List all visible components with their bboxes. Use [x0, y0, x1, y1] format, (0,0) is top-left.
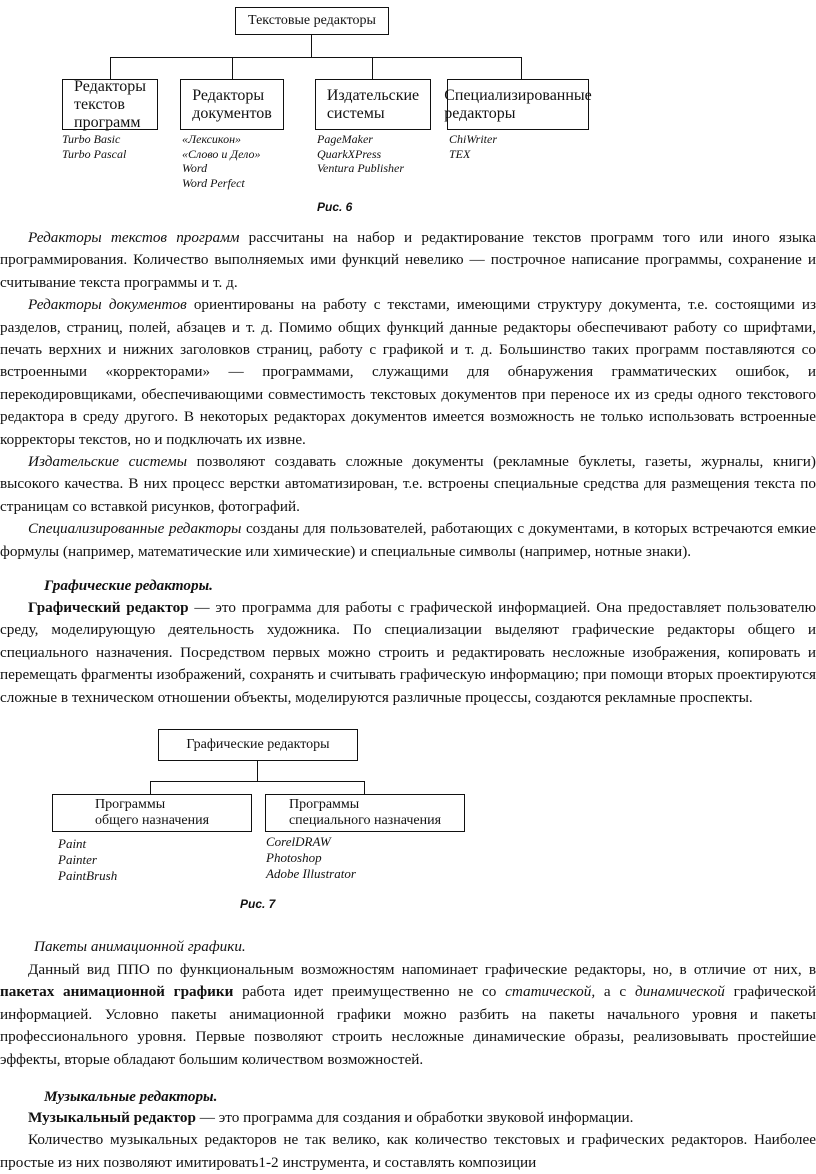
fig6-caption: Рис. 6	[317, 200, 353, 214]
fig7-box-general-purpose	[52, 794, 252, 832]
example-item: Painter	[58, 852, 97, 867]
paragraph-text: — это программа для работы с графической информацией. Она предоставляет пользователю среду, моделирующую деятельность художника. По специализации выделяют графические редакторы общего и специального назначения. Посредством первых можно строить и редактировать несложные изображения, копировать и перемещать фрагменты изображений, сохранять и считывать графическую информацию; при помощи вторых проектируются сложные в техническом отношении объекты, моделируются различные процессы, создаются рекламные проспекты.	[0, 599, 816, 706]
example-item: Word	[182, 161, 208, 175]
example-item: Turbo Pascal	[62, 146, 127, 161]
section-heading-music: Музыкальные редакторы.	[44, 1088, 218, 1105]
section-heading-graphic: Графические редакторы.	[44, 577, 213, 594]
fig6-box-publishing-systems	[315, 79, 431, 130]
fig6-box-label: программ	[74, 113, 141, 131]
term: Редакторы документов	[28, 296, 187, 314]
fig7-root-label: Графические редакторы	[186, 737, 330, 752]
example-item: Adobe Illustrator	[266, 866, 356, 881]
text-editors-section	[0, 227, 816, 563]
fig6-examples-program-editors	[62, 132, 126, 161]
fig6-connector	[372, 57, 373, 80]
example-item: «Слово и Дело»	[182, 146, 261, 161]
fig6-box-label: текстов	[74, 95, 125, 113]
example-item: CorelDRAW	[266, 834, 331, 849]
paragraph-text: ориентированы на работу с текстами, имеющими структуру документа, т.е. состоящими из разделов, страниц, полей, абзацев и т. д. Помимо общих функций данные редакторы обеспечивают работу со шрифтами, печать верхних и нижних заголовков страниц, работу с графикой и т. д. Большинство таких программ поставляются со встроенными «корректорами» — программами, служащими для обнаружения грамматических ошибок, и перекодировщиками, обеспечивающими совместимость текстовых документов при переносе их из среды одного текстового редактора в среду другого. В некоторых редакторах документов имеется возможность не только использовать встроенные корректоры текстов, но и подключать их извне.	[0, 296, 816, 448]
paragraph-text: Данный вид ППО по функциональным возможностям напоминает графические редакторы, но, в отличие от них, в	[28, 961, 816, 978]
paragraph-text: созданы для пользователей, работающих с документами, в которых встречаются емкие формулы (например, математические или химические) и специальные символы (например, нотные знаки).	[0, 520, 816, 560]
animation-section	[0, 959, 816, 1071]
fig6-box-label: документов	[192, 104, 272, 122]
paragraph	[0, 518, 816, 563]
paragraph-text: рассчитаны на набор и редактирование текстов программ того или иного языка программирования. Количество выполняемых ими функций невелико — построчное написание программы, сохранение и считывание текста программы и т. д.	[0, 229, 816, 291]
fig7-caption: Рис. 7	[240, 897, 276, 911]
example-item: PaintBrush	[58, 868, 118, 883]
fig6-box-label: Редакторы	[192, 86, 265, 104]
example-item: PageMaker	[317, 132, 373, 146]
paragraph	[0, 294, 816, 451]
paragraph	[0, 959, 816, 1071]
example-item: QuarkXPress	[317, 146, 382, 161]
paragraph	[0, 1107, 816, 1129]
paragraph	[0, 597, 816, 709]
fig7-connector	[257, 761, 258, 781]
fig6-box-specialized-editors	[444, 79, 592, 130]
fig7-connector	[150, 781, 365, 782]
fig7-box-label: специального назначения	[288, 813, 442, 828]
fig6-connector	[311, 35, 312, 57]
term: Музыкальный редактор	[28, 1109, 196, 1126]
example-item: Turbo Basic	[62, 132, 121, 146]
fig6-connector	[521, 57, 522, 80]
fig7-connector	[364, 781, 365, 795]
fig6-box-label: Специализированные	[444, 86, 592, 104]
music-section	[0, 1107, 816, 1174]
fig6-examples-publishing-systems	[317, 132, 404, 176]
fig7-examples-general	[58, 836, 117, 884]
graphic-section	[0, 597, 816, 709]
fig6-root-box	[235, 7, 389, 35]
term: Графический редактор	[28, 599, 189, 616]
fig6-box-program-editors	[62, 79, 158, 130]
term: динамической	[634, 983, 725, 1001]
term: Издательские системы	[28, 453, 187, 471]
fig7-root-box	[158, 729, 358, 761]
fig7-connector	[150, 781, 151, 795]
term: Специализированные редакторы	[28, 520, 242, 538]
example-item: ChiWriter	[449, 132, 498, 146]
fig7-box-label: Программы	[288, 797, 360, 812]
fig7-box-special-purpose	[265, 794, 465, 832]
example-item: TEX	[449, 146, 471, 161]
fig6-examples-document-editors	[182, 132, 260, 190]
example-item: Paint	[58, 836, 87, 851]
fig6-root-label: Текстовые редакторы	[248, 13, 376, 28]
paragraph-text: графической информацией. Условно пакеты анимационной графики можно разбить на пакеты начального уровня и пакеты профессионального уровня. Первые позволяют строить несложные динамические образы, реализовывать простейшие эффекты, вторые обладают большим количеством возможностей.	[0, 983, 816, 1068]
fig6-box-label: системы	[326, 104, 385, 122]
fig6-box-document-editors	[180, 79, 284, 130]
paragraph-text: а с	[595, 983, 635, 1001]
paragraph: Количество музыкальных редакторов не так велико, как количество текстовых и графических редакторов. Наиболее простые из них позволяют имитировать1-2 инструмента, и составлять композиции	[0, 1131, 816, 1171]
fig6-box-label: Редакторы	[74, 77, 146, 95]
fig7-examples-special	[266, 834, 356, 882]
paragraph-text: позволяют создавать сложные документы (рекламные буклеты, газеты, журналы, книги) высокого качества. В них процесс верстки автоматизирован, т.е. встроены специальные средства для размещения текста по страницам со вставкой рисунков, фотографий.	[0, 453, 816, 515]
term: Редакторы текстов программ	[28, 229, 240, 246]
example-item: «Лексикон»	[182, 132, 242, 146]
term: пакетах анимационной графики	[0, 983, 234, 1001]
paragraph-text: работа идет преимущественно не со	[233, 983, 506, 1001]
fig6-examples-specialized-editors	[449, 132, 497, 161]
fig6-connector	[232, 57, 233, 80]
paragraph-text: — это программа для создания и обработки звуковой информации.	[195, 1109, 634, 1126]
fig6-box-label: Издательские	[326, 86, 420, 104]
section-heading-animation: Пакеты анимационной графики.	[34, 938, 246, 955]
fig7-box-label: Программы	[94, 797, 166, 812]
paragraph	[0, 227, 816, 294]
paragraph	[0, 451, 816, 518]
example-item: Ventura Publisher	[317, 161, 404, 175]
fig6-connector	[110, 57, 521, 58]
term: статической,	[505, 983, 596, 1001]
fig6-box-label: редакторы	[444, 104, 516, 122]
example-item: Photoshop	[266, 850, 322, 865]
example-item: Word Perfect	[182, 175, 245, 190]
fig7-box-label: общего назначения	[94, 813, 210, 828]
